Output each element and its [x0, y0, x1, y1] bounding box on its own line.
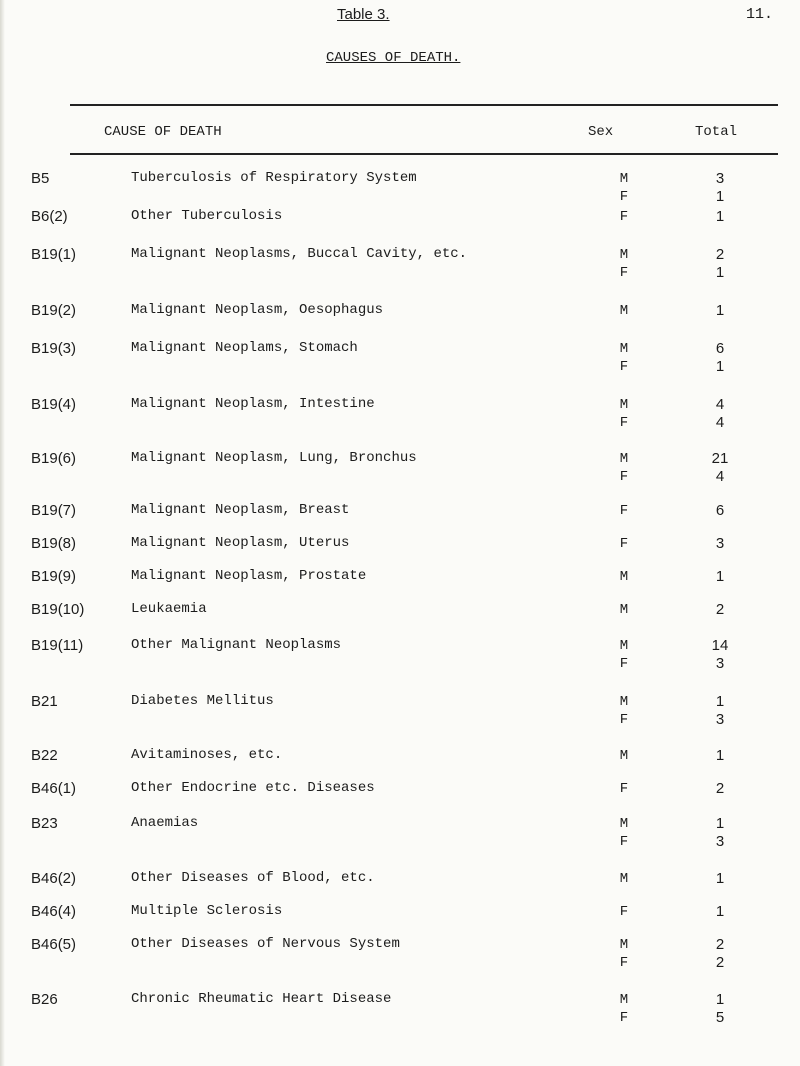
table-row [0, 170, 800, 204]
sex-value: F [619, 712, 629, 728]
total-value: 6 [715, 340, 725, 357]
total-value: 14 [711, 637, 729, 654]
total-value: 1 [715, 747, 725, 764]
total-value: 2 [715, 246, 725, 263]
header-sex: Sex [588, 124, 614, 140]
sex-value: F [619, 1010, 629, 1026]
sex-cell [614, 502, 634, 520]
sex-value: M [619, 303, 629, 319]
sex-cell [614, 340, 634, 376]
total-value: 3 [715, 833, 725, 850]
sex-cell [614, 870, 634, 888]
total-cell [700, 502, 740, 520]
cause-description: Malignant Neoplasm, Oesophagus [131, 302, 384, 318]
cause-code: B46(4) [31, 903, 77, 920]
sex-value: M [619, 341, 629, 357]
sex-cell [614, 780, 634, 798]
total-cell [700, 396, 740, 432]
sex-value: F [619, 834, 629, 850]
sex-value: F [619, 359, 629, 375]
total-cell [700, 780, 740, 798]
header-total: Total [695, 124, 738, 140]
cause-description: Diabetes Mellitus [131, 693, 274, 709]
sex-value: M [619, 937, 629, 953]
table-row [0, 302, 800, 336]
table-row [0, 780, 800, 814]
cause-description: Anaemias [131, 815, 199, 831]
cause-code: B19(6) [31, 450, 77, 467]
sex-value: F [619, 415, 629, 431]
cause-description: Malignant Neoplasm, Uterus [131, 535, 350, 551]
total-cell [700, 693, 740, 729]
sex-cell [614, 991, 634, 1027]
table-row [0, 340, 800, 374]
total-value: 1 [715, 568, 725, 585]
sex-value: M [619, 247, 629, 263]
total-value: 1 [715, 693, 725, 710]
sex-value: F [619, 503, 629, 519]
cause-code: B19(2) [31, 302, 77, 319]
cause-code: B19(7) [31, 502, 77, 519]
sex-value: F [619, 209, 629, 225]
table-title: Table 3. [337, 6, 390, 23]
cause-description: Tuberculosis of Respiratory System [131, 170, 417, 186]
sex-value: M [619, 569, 629, 585]
table-row [0, 568, 800, 602]
total-cell [700, 246, 740, 282]
total-value: 1 [715, 358, 725, 375]
sex-cell [614, 568, 634, 586]
sex-cell [614, 637, 634, 673]
table-subtitle: CAUSES OF DEATH. [326, 50, 461, 66]
total-value: 4 [715, 468, 725, 485]
sex-value: F [619, 189, 629, 205]
total-value: 5 [715, 1009, 725, 1026]
table-row [0, 936, 800, 970]
total-cell [700, 601, 740, 619]
table-row [0, 991, 800, 1025]
cause-description: Malignant Neoplasm, Lung, Bronchus [131, 450, 417, 466]
total-value: 1 [715, 302, 725, 319]
cause-description: Other Malignant Neoplasms [131, 637, 342, 653]
cause-description: Malignant Neoplasms, Buccal Cavity, etc. [131, 246, 468, 262]
total-value: 3 [715, 711, 725, 728]
total-value: 3 [715, 655, 725, 672]
total-cell [700, 170, 740, 206]
sex-cell [614, 535, 634, 553]
total-value: 2 [715, 601, 725, 618]
sex-cell [614, 815, 634, 851]
cause-code: B19(10) [31, 601, 85, 618]
cause-description: Multiple Sclerosis [131, 903, 283, 919]
cause-description: Other Tuberculosis [131, 208, 283, 224]
total-value: 3 [715, 535, 725, 552]
cause-description: Leukaemia [131, 601, 207, 617]
table-row [0, 601, 800, 635]
table-row [0, 396, 800, 430]
total-cell [700, 535, 740, 553]
table-row [0, 450, 800, 484]
total-cell [700, 450, 740, 486]
total-cell [700, 568, 740, 586]
sex-value: F [619, 265, 629, 281]
table-row [0, 246, 800, 280]
table-row [0, 903, 800, 937]
sex-cell [614, 170, 634, 206]
cause-code: B19(1) [31, 246, 77, 263]
cause-code: B46(5) [31, 936, 77, 953]
total-value: 2 [715, 936, 725, 953]
sex-cell [614, 246, 634, 282]
total-cell [700, 208, 740, 226]
total-value: 1 [715, 903, 725, 920]
total-value: 1 [715, 264, 725, 281]
sex-value: M [619, 602, 629, 618]
table-row [0, 208, 800, 242]
total-value: 21 [711, 450, 729, 467]
sex-cell [614, 302, 634, 320]
cause-description: Other Diseases of Nervous System [131, 936, 400, 952]
sex-value: M [619, 171, 629, 187]
sex-value: F [619, 904, 629, 920]
cause-code: B26 [31, 991, 58, 1008]
table-row [0, 747, 800, 781]
top-rule [70, 104, 778, 106]
total-cell [700, 815, 740, 851]
sex-value: M [619, 992, 629, 1008]
total-value: 1 [715, 188, 725, 205]
table-row [0, 535, 800, 569]
sex-value: F [619, 781, 629, 797]
total-cell [700, 302, 740, 320]
cause-description: Chronic Rheumatic Heart Disease [131, 991, 392, 1007]
table-row [0, 502, 800, 536]
sex-value: M [619, 816, 629, 832]
table-row [0, 870, 800, 904]
cause-code: B19(11) [31, 637, 84, 654]
cause-description: Malignant Neoplams, Stomach [131, 340, 358, 356]
total-cell [700, 991, 740, 1027]
cause-code: B23 [31, 815, 58, 832]
table-row [0, 815, 800, 849]
total-cell [700, 903, 740, 921]
sex-value: M [619, 748, 629, 764]
cause-description: Malignant Neoplasm, Breast [131, 502, 350, 518]
total-cell [700, 637, 740, 673]
total-value: 4 [715, 396, 725, 413]
sex-value: M [619, 871, 629, 887]
total-value: 1 [715, 815, 725, 832]
total-value: 4 [715, 414, 725, 431]
sex-cell [614, 450, 634, 486]
total-cell [700, 870, 740, 888]
total-cell [700, 747, 740, 765]
cause-code: B22 [31, 747, 58, 764]
cause-code: B6(2) [31, 208, 68, 225]
cause-code: B46(2) [31, 870, 77, 887]
cause-description: Malignant Neoplasm, Intestine [131, 396, 375, 412]
cause-code: B46(1) [31, 780, 77, 797]
cause-description: Malignant Neoplasm, Prostate [131, 568, 367, 584]
cause-code: B19(3) [31, 340, 77, 357]
total-value: 1 [715, 991, 725, 1008]
sex-cell [614, 396, 634, 432]
sex-value: F [619, 955, 629, 971]
cause-code: B19(9) [31, 568, 77, 585]
sex-cell [614, 208, 634, 226]
sex-value: F [619, 656, 629, 672]
sex-value: F [619, 536, 629, 552]
total-value: 6 [715, 502, 725, 519]
total-value: 2 [715, 780, 725, 797]
header-cause: CAUSE OF DEATH [104, 124, 222, 140]
total-cell [700, 936, 740, 972]
sex-value: F [619, 469, 629, 485]
cause-code: B19(8) [31, 535, 77, 552]
sex-value: M [619, 638, 629, 654]
total-value: 1 [715, 208, 725, 225]
sex-cell [614, 693, 634, 729]
sex-cell [614, 903, 634, 921]
sex-value: M [619, 694, 629, 710]
sex-cell [614, 601, 634, 619]
cause-code: B19(4) [31, 396, 77, 413]
total-value: 1 [715, 870, 725, 887]
total-cell [700, 340, 740, 376]
cause-code: B5 [31, 170, 50, 187]
table-row [0, 637, 800, 671]
sex-value: M [619, 451, 629, 467]
cause-code: B21 [31, 693, 58, 710]
table-row [0, 693, 800, 727]
cause-description: Avitaminoses, etc. [131, 747, 283, 763]
sex-cell [614, 936, 634, 972]
sex-cell [614, 747, 634, 765]
cause-description: Other Diseases of Blood, etc. [131, 870, 375, 886]
sex-value: M [619, 397, 629, 413]
cause-description: Other Endocrine etc. Diseases [131, 780, 375, 796]
total-value: 2 [715, 954, 725, 971]
total-value: 3 [715, 170, 725, 187]
page-number: 11. [746, 6, 774, 23]
header-rule [70, 153, 778, 155]
